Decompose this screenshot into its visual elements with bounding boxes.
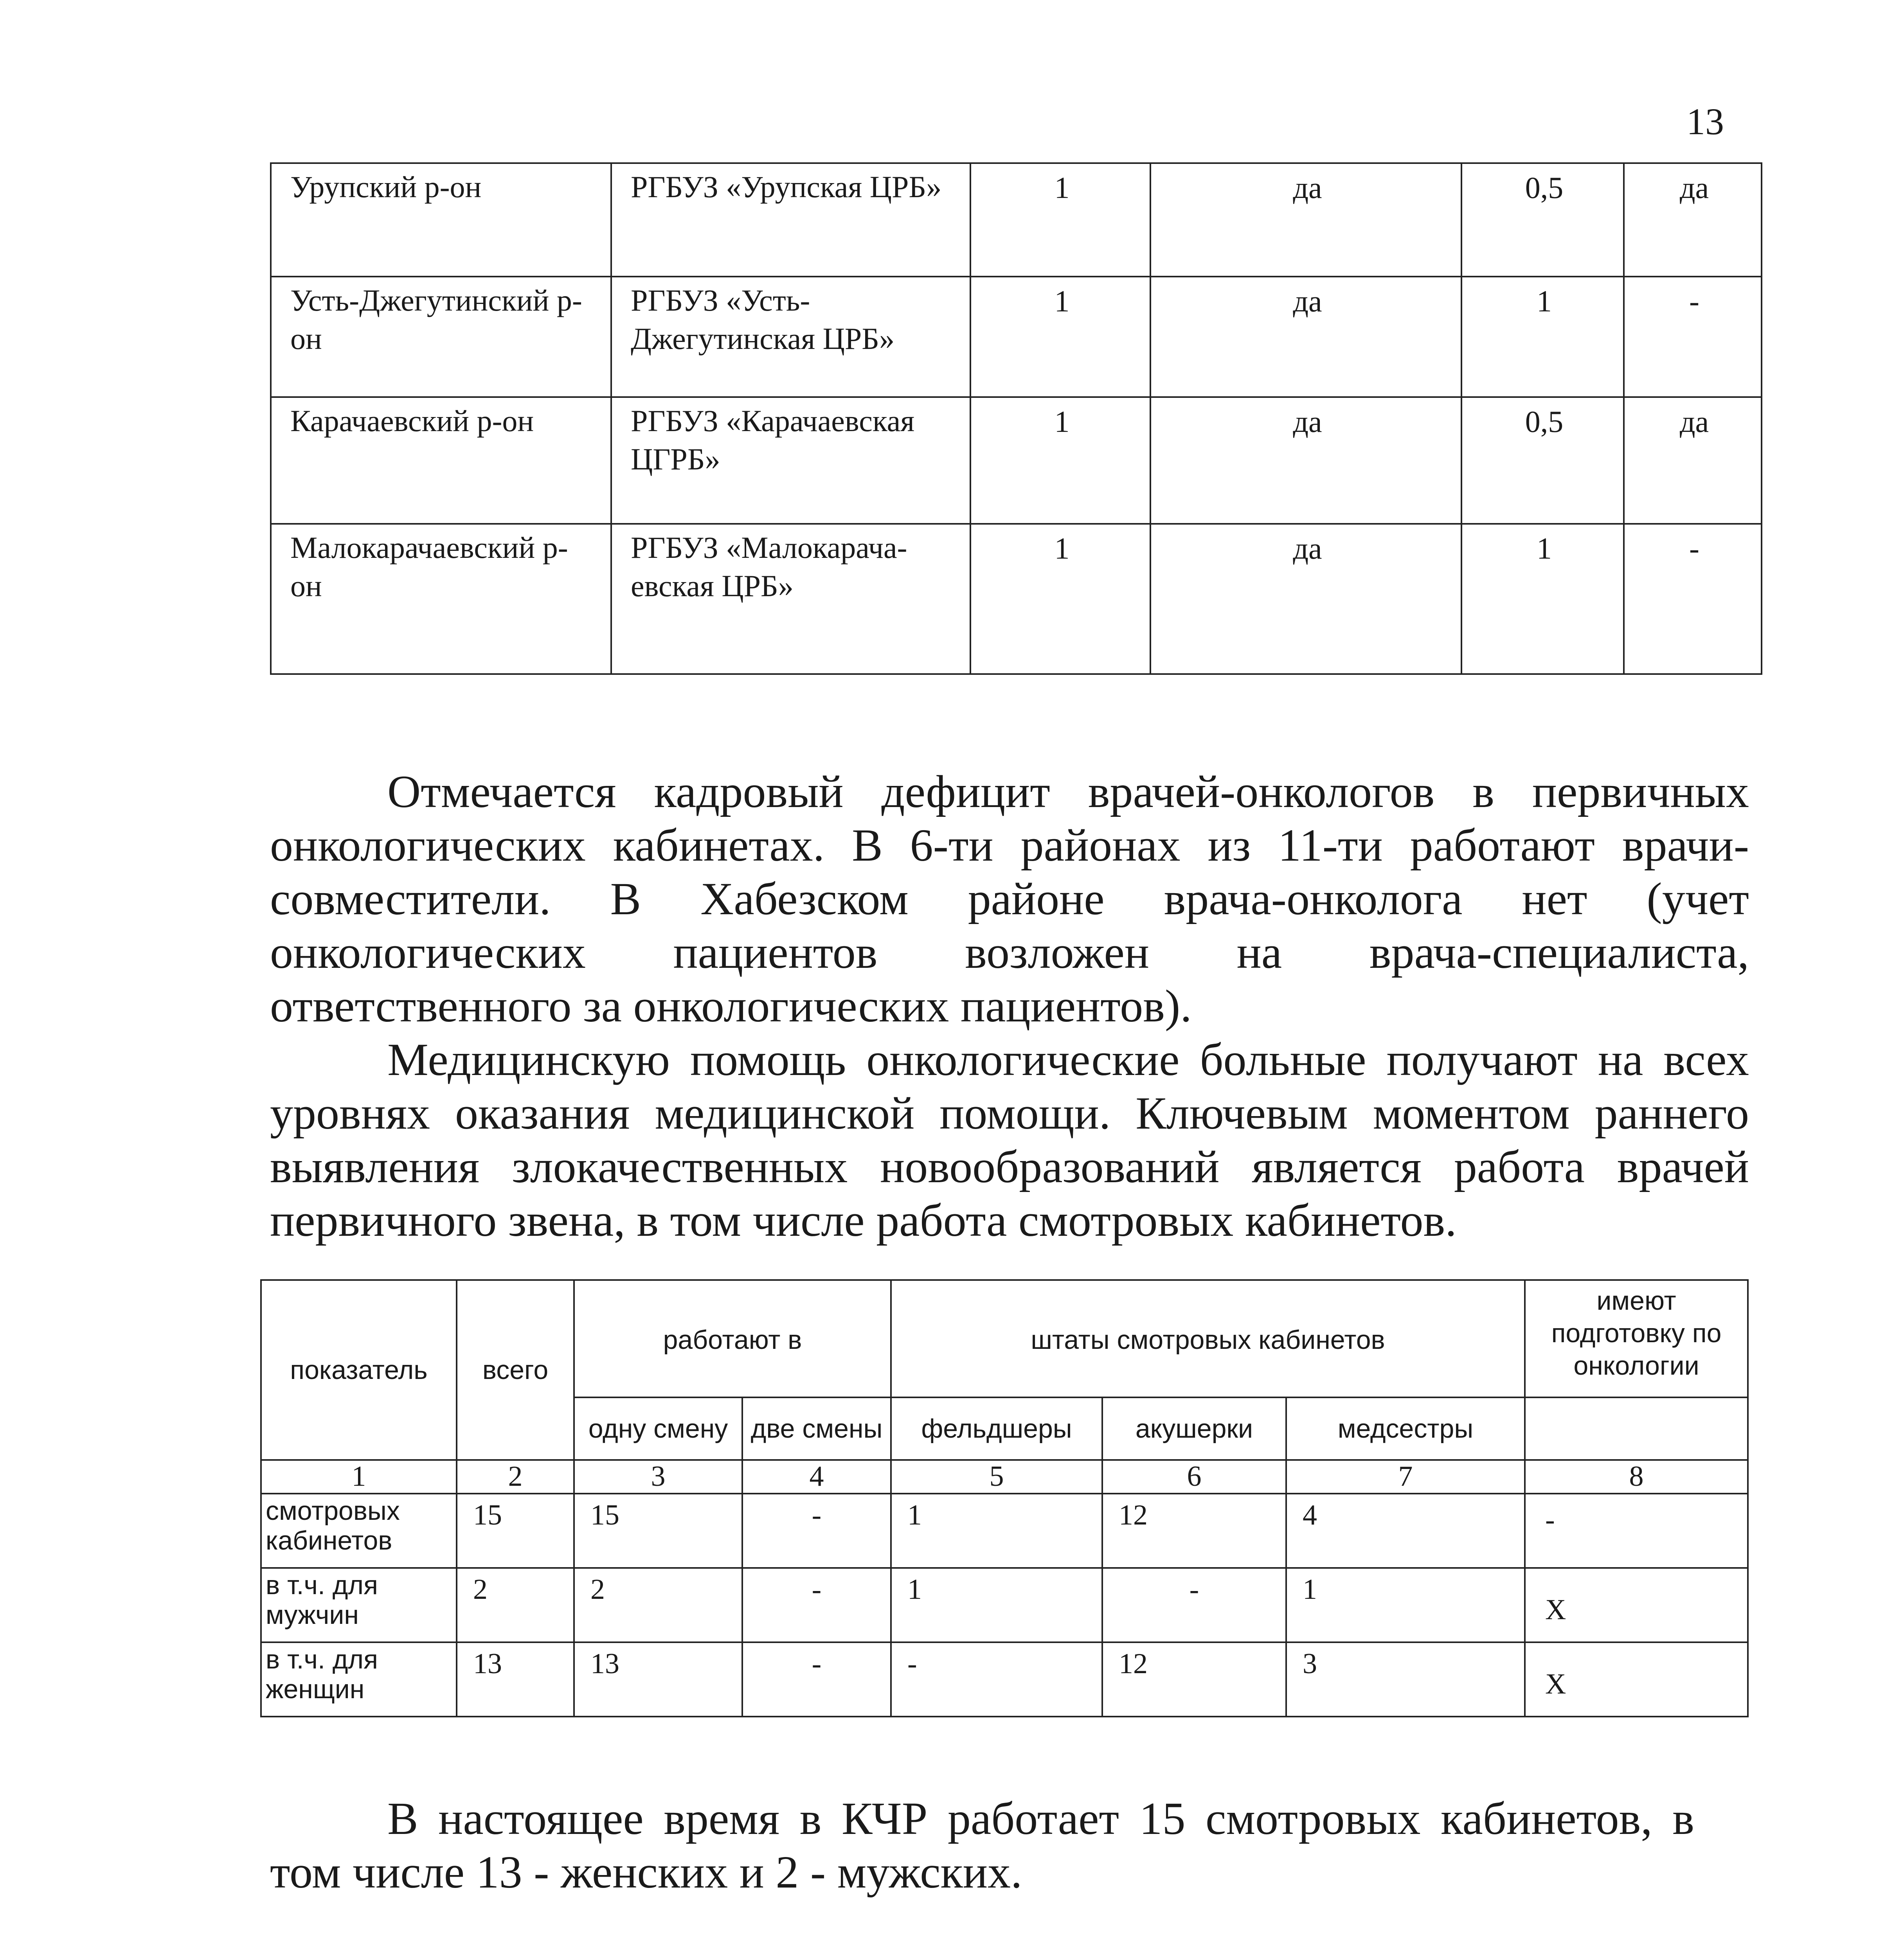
extra-cell: да bbox=[1624, 163, 1762, 277]
total-cell: 15 bbox=[457, 1494, 574, 1568]
training-cell: - bbox=[1525, 1494, 1748, 1568]
extra-cell: да bbox=[1624, 397, 1762, 524]
header-two-shifts: две смены bbox=[742, 1397, 891, 1460]
total-cell: 2 bbox=[457, 1568, 574, 1642]
rate-cell: 1 bbox=[1461, 277, 1624, 397]
table-row bbox=[271, 163, 1762, 277]
extra-cell: - bbox=[1624, 277, 1762, 397]
district-cell: Малокарачаевский р-он bbox=[271, 524, 611, 674]
equipped-cell: да bbox=[1150, 163, 1461, 277]
table-row bbox=[261, 1568, 1748, 1642]
table-row bbox=[261, 1494, 1748, 1568]
nurses-cell: 4 bbox=[1286, 1494, 1525, 1568]
district-cell: Карачаевский р-он bbox=[271, 397, 611, 524]
header-work-in: работают в bbox=[574, 1280, 891, 1397]
header-empty bbox=[1525, 1397, 1748, 1460]
institution-cell: РГБУЗ «Карачаевская ЦГРБ» bbox=[611, 397, 970, 524]
paragraph-staff-deficit: Отмечается кадровый дефицит врачей-онкологов в первичных онкологических кабинетах. В 6-ти районах из 11-ти работают врачи-совместители. В Хабезском районе врача-онколога нет (учет онкологических пациентов возложен на врача-специалиста, ответственного за онкологических пациентов). bbox=[270, 766, 1749, 1032]
training-cell: X bbox=[1525, 1642, 1748, 1717]
index-cell: 5 bbox=[891, 1460, 1102, 1494]
one-shift-cell: 2 bbox=[574, 1568, 742, 1642]
header-one-shift: одну смену bbox=[574, 1397, 742, 1460]
header-paramedics: фельдшеры bbox=[891, 1397, 1102, 1460]
equipped-cell: да bbox=[1150, 397, 1461, 524]
index-cell: 4 bbox=[742, 1460, 891, 1494]
rate-cell: 0,5 bbox=[1461, 397, 1624, 524]
nurses-cell: 3 bbox=[1286, 1642, 1525, 1717]
total-cell: 13 bbox=[457, 1642, 574, 1717]
index-cell: 6 bbox=[1102, 1460, 1286, 1494]
index-cell: 1 bbox=[261, 1460, 457, 1494]
header-indicator: показатель bbox=[261, 1280, 457, 1460]
table-row bbox=[271, 524, 1762, 674]
one-shift-cell: 13 bbox=[574, 1642, 742, 1717]
row-label: смотровых кабинетов bbox=[261, 1494, 457, 1568]
row-label: в т.ч. для женщин bbox=[261, 1642, 457, 1717]
one-shift-cell: 15 bbox=[574, 1494, 742, 1568]
count-cell: 1 bbox=[970, 163, 1150, 277]
institution-cell: РГБУЗ «Урупская ЦРБ» bbox=[611, 163, 970, 277]
paramedics-cell: 1 bbox=[891, 1568, 1102, 1642]
equipped-cell: да bbox=[1150, 524, 1461, 674]
index-cell: 7 bbox=[1286, 1460, 1525, 1494]
table-row bbox=[261, 1642, 1748, 1717]
midwives-cell: 12 bbox=[1102, 1494, 1286, 1568]
midwives-cell: 12 bbox=[1102, 1642, 1286, 1717]
midwives-cell: - bbox=[1102, 1568, 1286, 1642]
rate-cell: 1 bbox=[1461, 524, 1624, 674]
header-nurses: медсестры bbox=[1286, 1397, 1525, 1460]
header-total: всего bbox=[457, 1280, 574, 1460]
count-cell: 1 bbox=[970, 397, 1150, 524]
row-label: в т.ч. для мужчин bbox=[261, 1568, 457, 1642]
paramedics-cell: - bbox=[891, 1642, 1102, 1717]
training-cell: X bbox=[1525, 1568, 1748, 1642]
count-cell: 1 bbox=[970, 524, 1150, 674]
table-row bbox=[271, 397, 1762, 524]
two-shifts-cell: - bbox=[742, 1568, 891, 1642]
district-cell: Усть-Джегутинский р-он bbox=[271, 277, 611, 397]
header-row bbox=[261, 1280, 1748, 1397]
institution-cell: РГБУЗ «Усть-Джегутинская ЦРБ» bbox=[611, 277, 970, 397]
extra-cell: - bbox=[1624, 524, 1762, 674]
index-row bbox=[261, 1460, 1748, 1494]
two-shifts-cell: - bbox=[742, 1642, 891, 1717]
paragraph-medical-care: Медицинскую помощь онкологические больные получают на всех уровнях оказания медицинской помощи. Ключевым моментом раннего выявления злокачественных новообразований является работа врачей первичного звена, в том числе работа смотровых кабинетов. bbox=[270, 1034, 1749, 1246]
institution-cell: РГБУЗ «Малокарача-евская ЦРБ» bbox=[611, 524, 970, 674]
index-cell: 8 bbox=[1525, 1460, 1748, 1494]
oncology-offices-table bbox=[270, 162, 1762, 675]
header-midwives: акушерки bbox=[1102, 1397, 1286, 1460]
table-row bbox=[271, 277, 1762, 397]
index-cell: 3 bbox=[574, 1460, 742, 1494]
header-staff: штаты смотровых кабинетов bbox=[891, 1280, 1525, 1397]
count-cell: 1 bbox=[970, 277, 1150, 397]
paramedics-cell: 1 bbox=[891, 1494, 1102, 1568]
page-number: 13 bbox=[1686, 101, 1724, 142]
examination-rooms-table bbox=[260, 1279, 1749, 1717]
nurses-cell: 1 bbox=[1286, 1568, 1525, 1642]
header-training: имеют подготовку по онкологии bbox=[1525, 1280, 1748, 1397]
district-cell: Урупский р-он bbox=[271, 163, 611, 277]
paragraph-rooms-count: В настоящее время в КЧР работает 15 смотровых кабинетов, в том числе 13 - женских и 2 - мужских. bbox=[270, 1793, 1694, 1898]
two-shifts-cell: - bbox=[742, 1494, 891, 1568]
rate-cell: 0,5 bbox=[1461, 163, 1624, 277]
index-cell: 2 bbox=[457, 1460, 574, 1494]
equipped-cell: да bbox=[1150, 277, 1461, 397]
